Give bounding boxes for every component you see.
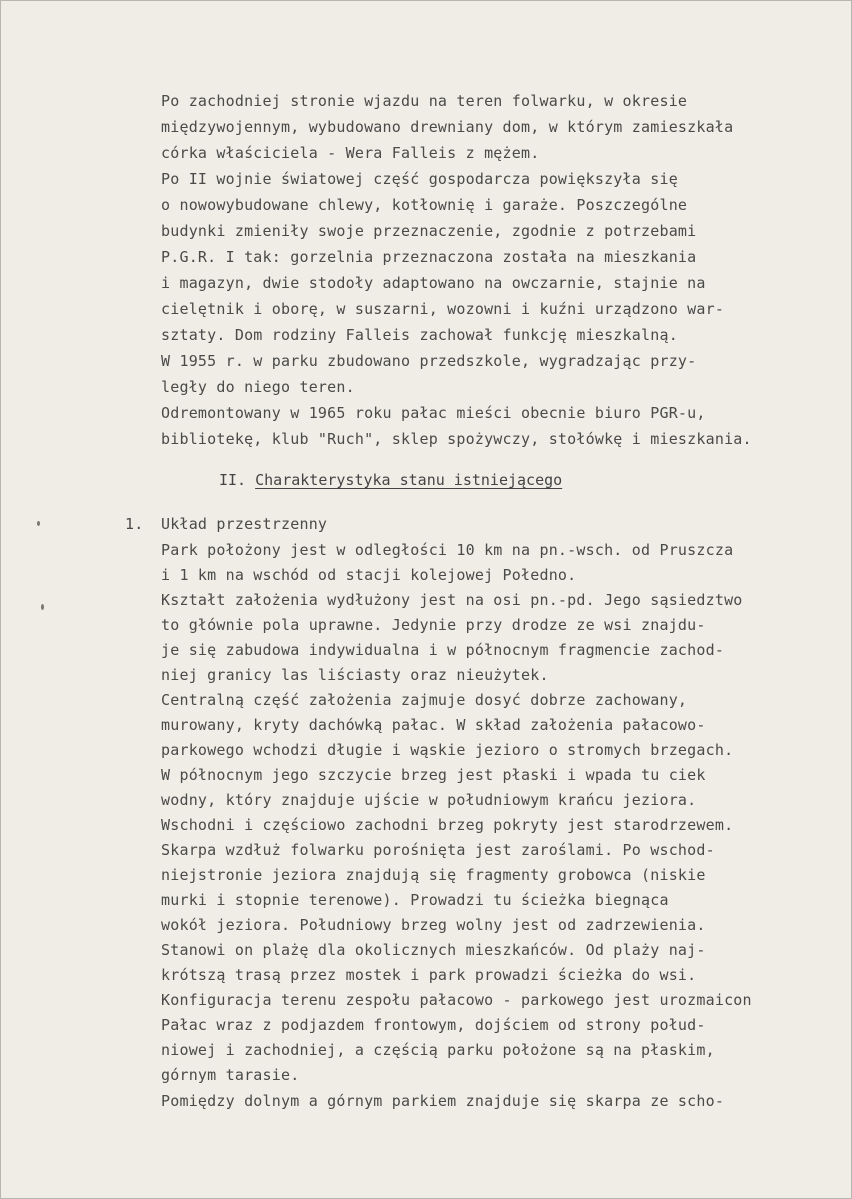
text-line: je się zabudowa indywidualna i w północnym fragmencie zachod- xyxy=(161,641,725,659)
text-line: Centralną część założenia zajmuje dosyć dobrze zachowany, xyxy=(161,691,688,709)
text-line: Kształt założenia wydłużony jest na osi pn.-pd. Jego sąsiedztwo xyxy=(161,591,743,609)
text-line: Stanowi on plażę dla okolicznych mieszkańców. Od plaży naj- xyxy=(161,941,706,959)
subsection-number: 1. xyxy=(125,515,144,533)
text-line: budynki zmieniły swoje przeznaczenie, zgodnie z potrzebami xyxy=(161,222,697,240)
text-line: W 1955 r. w parku zbudowano przedszkole, wygradzając przy- xyxy=(161,352,697,370)
paper-speck xyxy=(41,604,44,610)
text-line: Skarpa wzdłuż folwarku porośnięta jest zaroślami. Po wschod- xyxy=(161,841,715,859)
section-heading xyxy=(219,471,562,489)
text-line: Pomiędzy dolnym a górnym parkiem znajduje się skarpa ze scho- xyxy=(161,1092,725,1110)
text-line: legły do niego teren. xyxy=(161,378,355,396)
text-line: i magazyn, dwie stodoły adaptowano na owczarnie, stajnie na xyxy=(161,274,706,292)
section-numeral: II. xyxy=(219,471,247,489)
text-line: Pałac wraz z podjazdem frontowym, dojściem od strony połud- xyxy=(161,1016,706,1034)
text-line: murowany, kryty dachówką pałac. W skład założenia pałacowo- xyxy=(161,716,706,734)
text-line: parkowego wchodzi długie i wąskie jezioro o stromych brzegach. xyxy=(161,741,734,759)
text-line: krótszą trasą przez mostek i park prowadzi ścieżka do wsi. xyxy=(161,966,697,984)
text-line: Po zachodniej stronie wjazdu na teren folwarku, w okresie xyxy=(161,92,688,110)
text-line: wodny, który znajduje ujście w południowym krańcu jeziora. xyxy=(161,791,697,809)
text-line: to głównie pola uprawne. Jedynie przy drodze ze wsi znajdu- xyxy=(161,616,706,634)
text-line: murki i stopnie terenowe). Prowadzi tu ścieżka biegnąca xyxy=(161,891,669,909)
text-line: międzywojennym, wybudowano drewniany dom, w którym zamieszkała xyxy=(161,118,734,136)
subsection-title: Układ przestrzenny xyxy=(161,515,328,533)
text-line: córka właściciela - Wera Falleis z mężem. xyxy=(161,144,540,162)
text-line: W północnym jego szczycie brzeg jest płaski i wpada tu ciek xyxy=(161,766,706,784)
text-line: bibliotekę, klub "Ruch", sklep spożywczy, stołówkę i mieszkania. xyxy=(161,430,752,448)
text-line: P.G.R. I tak: gorzelnia przeznaczona została na mieszkania xyxy=(161,248,697,266)
text-line: o nowowybudowane chlewy, kotłownię i garaże. Poszczególne xyxy=(161,196,688,214)
text-line: niowej i zachodniej, a częścią parku położone są na płaskim, xyxy=(161,1041,715,1059)
text-line: wokół jeziora. Południowy brzeg wolny jest od zadrzewienia. xyxy=(161,916,706,934)
text-line: Wschodni i częściowo zachodni brzeg pokryty jest starodrzewem. xyxy=(161,816,734,834)
text-line: Po II wojnie światowej część gospodarcza powiększyła się xyxy=(161,170,678,188)
text-line: Konfiguracja terenu zespołu pałacowo - parkowego jest urozmaicon xyxy=(161,991,752,1009)
text-line: górnym tarasie. xyxy=(161,1066,300,1084)
text-line: niejstronie jeziora znajdują się fragmenty grobowca (niskie xyxy=(161,866,706,884)
section-title: Charakterystyka stanu istniejącego xyxy=(255,471,563,489)
text-line: niej granicy las liściasty oraz nieużytek. xyxy=(161,666,549,684)
text-line: Park położony jest w odległości 10 km na pn.-wsch. od Pruszcza xyxy=(161,541,734,559)
text-line: Odremontowany w 1965 roku pałac mieści obecnie biuro PGR-u, xyxy=(161,404,706,422)
text-line: cielętnik i oborę, w suszarni, wozowni i kuźni urządzono war- xyxy=(161,300,725,318)
paper-speck xyxy=(37,521,40,526)
text-line: sztaty. Dom rodziny Falleis zachował funkcję mieszkalną. xyxy=(161,326,678,344)
text-line: i 1 km na wschód od stacji kolejowej Połedno. xyxy=(161,566,577,584)
